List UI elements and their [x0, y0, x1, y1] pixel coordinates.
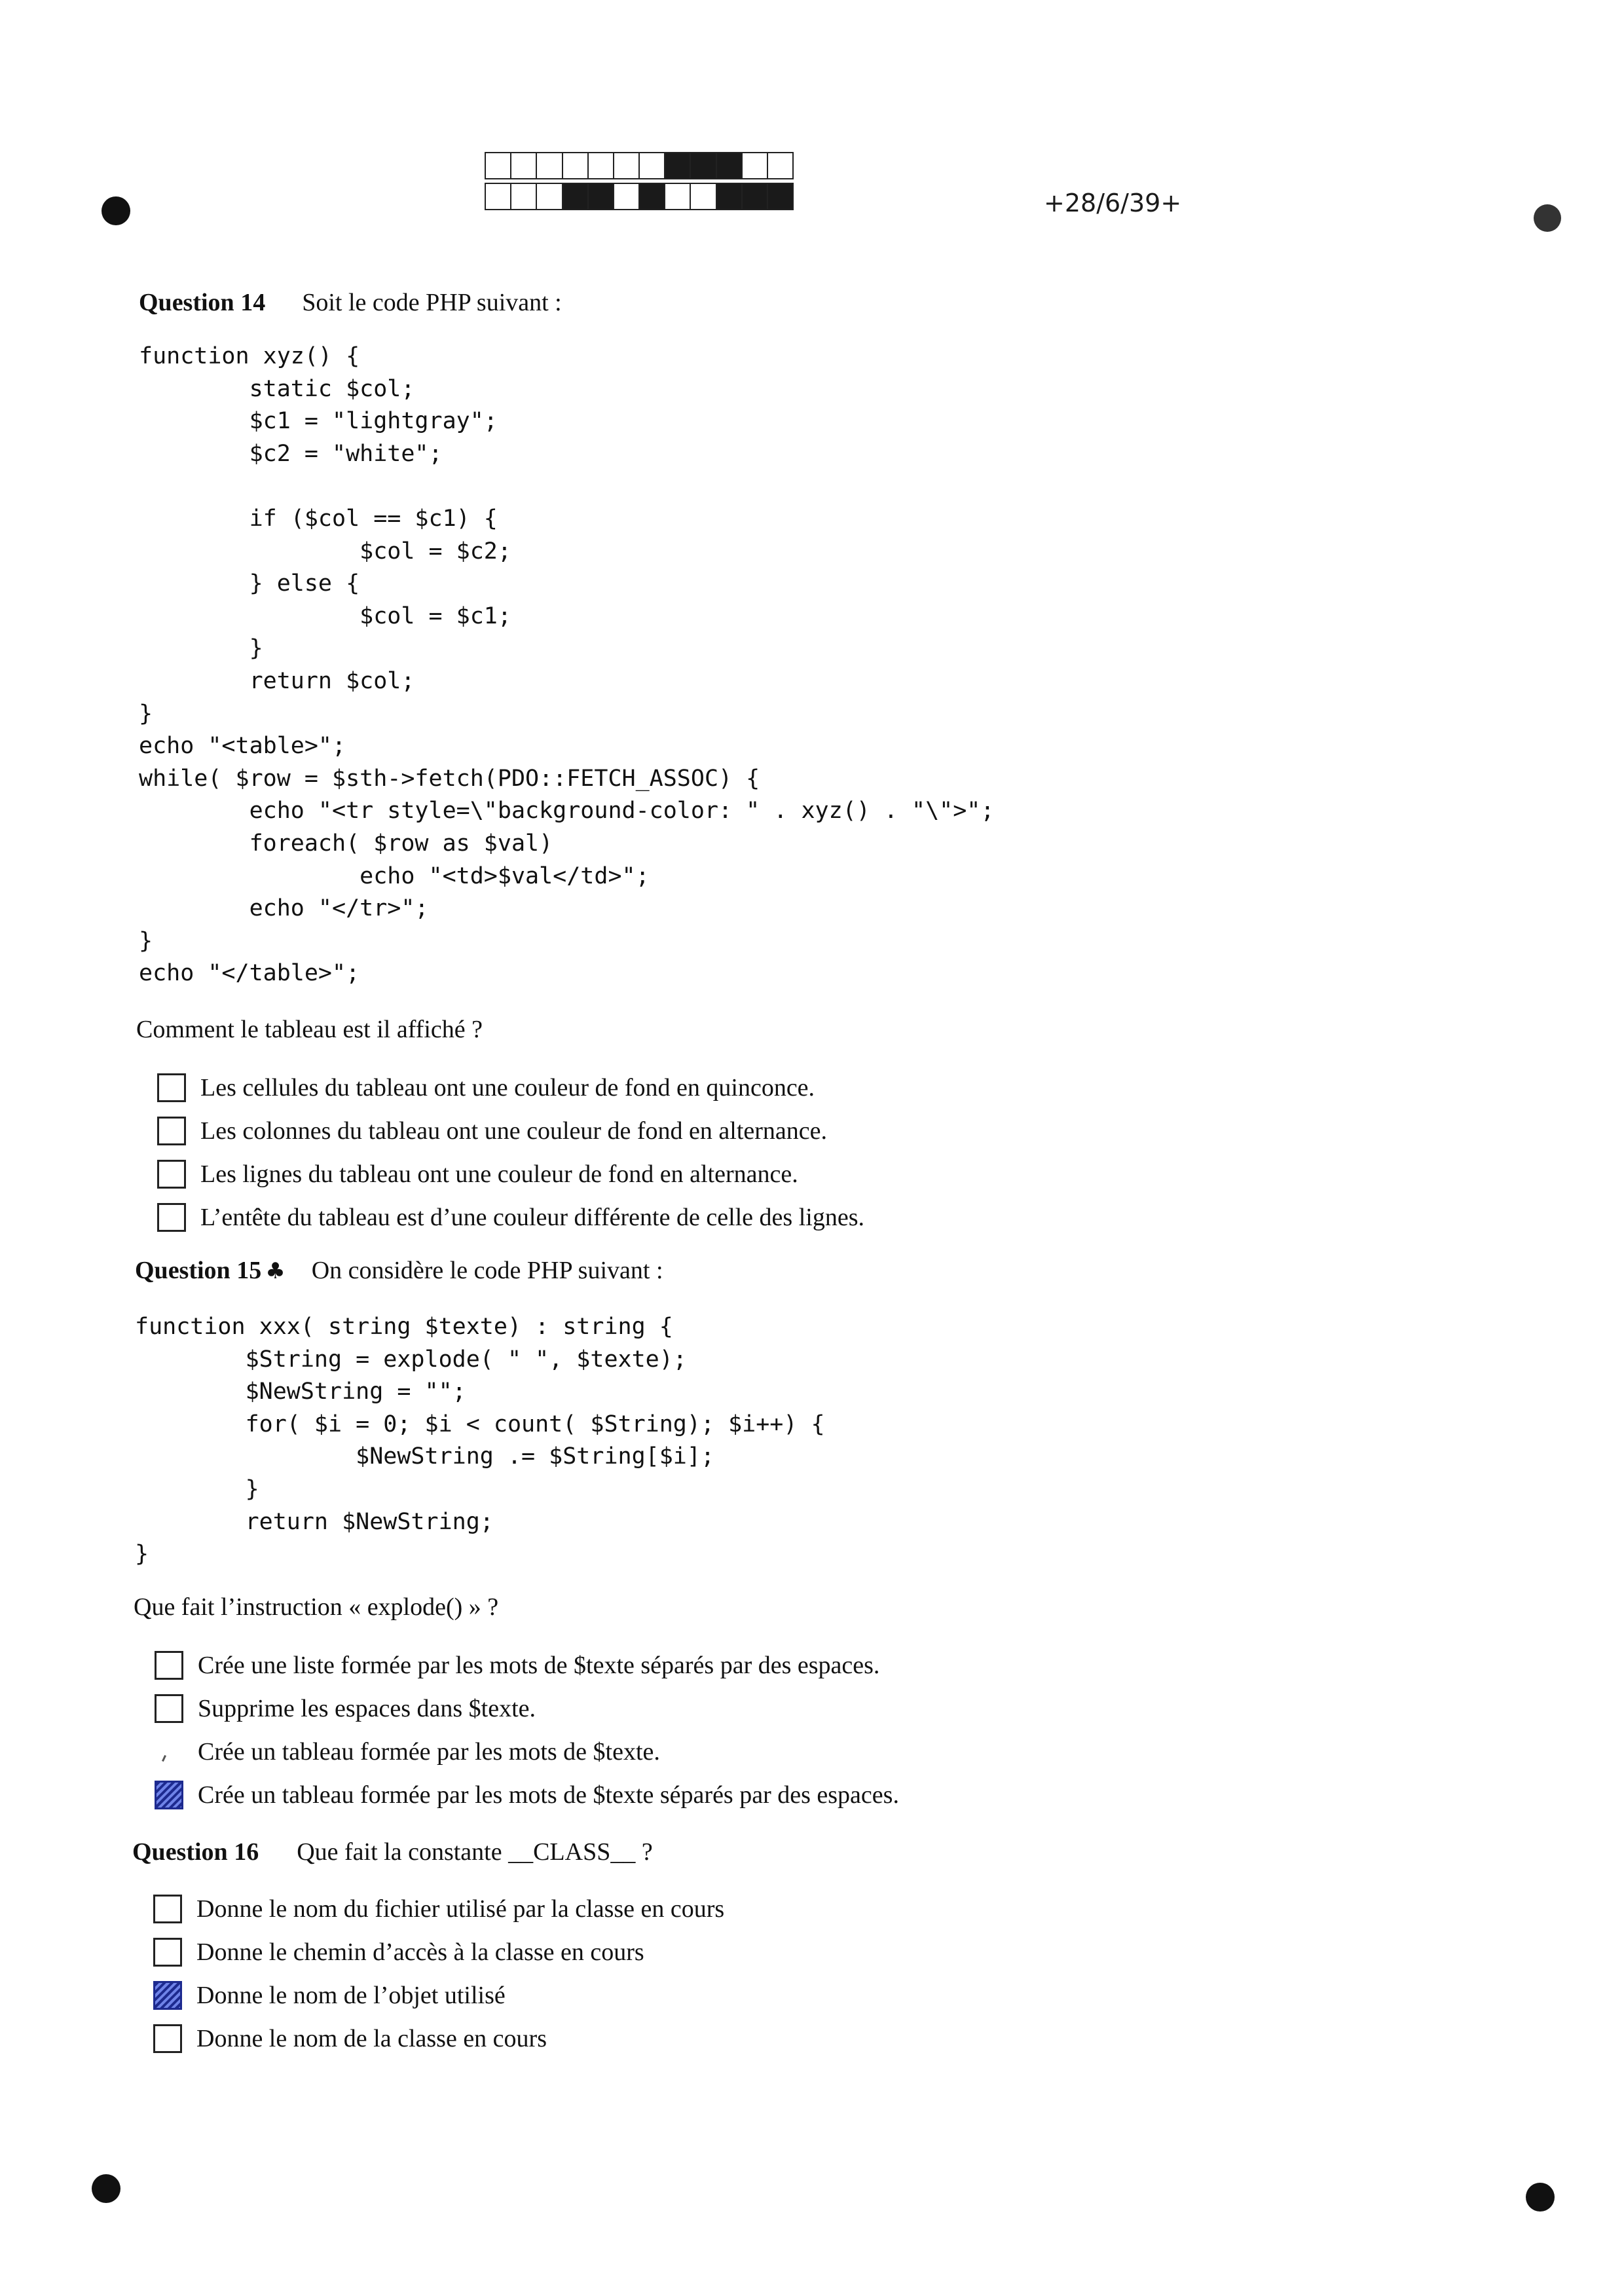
answer-option[interactable] [153, 1974, 724, 2017]
answer-option[interactable] [155, 1730, 899, 1773]
answer-label: Crée un tableau formée par les mots de $texte séparés par des espaces. [198, 1781, 899, 1809]
answer-checkbox-checked[interactable] [153, 1981, 182, 2010]
registration-mark-top-right [1534, 204, 1561, 232]
answer-checkbox[interactable] [155, 1694, 183, 1723]
answer-option[interactable] [153, 1887, 724, 1931]
question-15-code: function xxx( string $texte) : string { $String = explode( " ", $texte); $NewString = ""; for( $i = 0; $i < count( $String); $i++) { $NewString .= $String[$i]; } return $NewString; } [135, 1314, 825, 1568]
question-16-title [132, 1838, 653, 1866]
barcode-cell [716, 152, 743, 179]
barcode-cell [767, 152, 794, 179]
question-text: Que fait la constante __CLASS__ ? [297, 1838, 653, 1866]
answer-option[interactable] [157, 1109, 864, 1153]
barcode-cell [690, 183, 716, 210]
question-15-title [135, 1256, 663, 1285]
barcode-cell [587, 183, 614, 210]
answer-checkbox[interactable] [157, 1203, 186, 1232]
barcode-row [485, 183, 792, 210]
answer-label: Donne le nom de la classe en cours [196, 2025, 547, 2052]
barcode-cell [613, 152, 640, 179]
answer-label: Donne le nom du fichier utilisé par la classe en cours [196, 1895, 725, 1923]
answer-label: Les lignes du tableau ont une couleur de fond en alternance. [200, 1160, 798, 1188]
question-16-answers [153, 1887, 724, 2060]
question-14-code: function xyz() { static $col; $c1 = "lightgray"; $c2 = "white"; if ($col == $c1) { $col = $c2; } else { $col = $c1; } return $col; } echo "<table>"; while( $row = $sth->fetch(PDO::FETCH_ASSOC) { echo "<tr style=\"background-color: " . xyz() . "\">"; foreach( $row as $val) echo "<td>$val</td>"; echo "</tr>"; } echo "</table>"; [139, 343, 995, 987]
barcode-cell [587, 152, 614, 179]
barcode-cell [536, 152, 563, 179]
registration-mark-top-left [101, 196, 130, 225]
question-number: Question 15 [135, 1257, 262, 1284]
barcode-cell [664, 152, 691, 179]
answer-checkbox[interactable] [155, 1651, 183, 1680]
answer-label: Donne le chemin d’accès à la classe en cours [196, 1938, 644, 1966]
answer-option[interactable] [157, 1066, 864, 1109]
registration-mark-bottom-left [92, 2174, 120, 2203]
answer-option[interactable] [155, 1687, 899, 1730]
barcode-cell [510, 183, 537, 210]
barcode-cell [562, 152, 589, 179]
answer-label: Donne le nom de l’objet utilisé [196, 1982, 506, 2009]
barcode-cell [613, 183, 640, 210]
barcode-cell [638, 183, 665, 210]
answer-checkbox-checked[interactable] [155, 1781, 183, 1809]
barcode-cell [510, 152, 537, 179]
barcode-cell [562, 183, 589, 210]
question-15-answers [155, 1644, 899, 1817]
answer-label: Crée un tableau formée par les mots de $texte. [198, 1738, 660, 1766]
barcode-cell [741, 152, 768, 179]
answer-label: L’entête du tableau est d’une couleur différente de celle des lignes. [200, 1204, 864, 1231]
answer-label: Crée une liste formée par les mots de $texte séparés par des espaces. [198, 1652, 880, 1679]
barcode-cell [638, 152, 665, 179]
question-14-answers [157, 1066, 864, 1239]
question-text: On considère le code PHP suivant : [311, 1257, 663, 1284]
question-14-title [139, 288, 562, 317]
answer-option[interactable] [153, 1931, 724, 1974]
answer-option[interactable] [155, 1644, 899, 1687]
barcode-row [485, 152, 792, 179]
question-15-prompt: Que fait l’instruction « explode() » ? [134, 1593, 499, 1621]
page-id: +28/6/39+ [1044, 189, 1182, 217]
registration-mark-bottom-right [1526, 2183, 1555, 2212]
answer-label: Les colonnes du tableau ont une couleur de fond en alternance. [200, 1117, 828, 1145]
question-number: Question 14 [139, 289, 266, 316]
barcode-cell [716, 183, 743, 210]
answer-checkbox[interactable] [153, 1895, 182, 1923]
answer-checkbox[interactable] [157, 1073, 186, 1102]
page-barcode [485, 152, 792, 213]
barcode-cell [536, 183, 563, 210]
answer-checkbox[interactable] [157, 1117, 186, 1145]
answer-checkbox[interactable] [155, 1737, 183, 1766]
answer-checkbox[interactable] [153, 1938, 182, 1967]
question-number: Question 16 [132, 1838, 259, 1866]
barcode-cell [767, 183, 794, 210]
question-text: Soit le code PHP suivant : [302, 289, 562, 316]
answer-option[interactable] [157, 1196, 864, 1239]
question-14-prompt: Comment le tableau est il affiché ? [136, 1016, 483, 1043]
barcode-cell [664, 183, 691, 210]
barcode-cell [485, 152, 511, 179]
answer-option[interactable] [155, 1773, 899, 1817]
barcode-cell [485, 183, 511, 210]
answer-label: Supprime les espaces dans $texte. [198, 1695, 536, 1722]
answer-option[interactable] [153, 2017, 724, 2060]
barcode-cell [741, 183, 768, 210]
barcode-cell [690, 152, 716, 179]
answer-label: Les cellules du tableau ont une couleur de fond en quinconce. [200, 1074, 815, 1102]
club-icon: ♣ [265, 1258, 286, 1284]
answer-checkbox[interactable] [153, 2024, 182, 2053]
answer-checkbox[interactable] [157, 1160, 186, 1189]
answer-option[interactable] [157, 1153, 864, 1196]
